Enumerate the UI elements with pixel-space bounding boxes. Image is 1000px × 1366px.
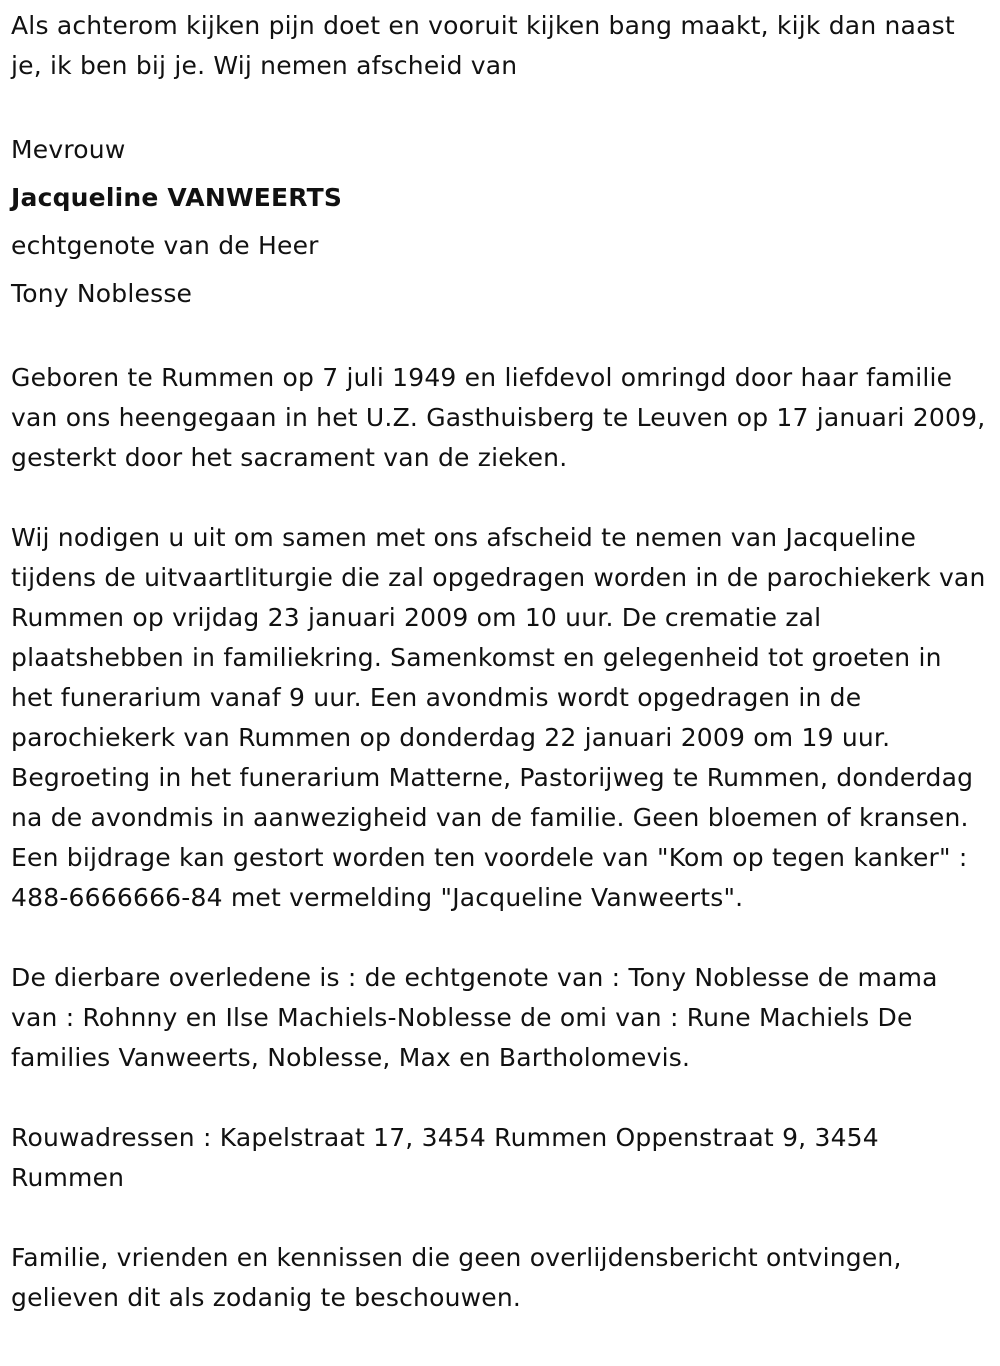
spacer	[11, 918, 990, 958]
ceremony-paragraph: Wij nodigen u uit om samen met ons afscheid te nemen van Jacqueline tijdens de uitvaartliturgie die zal opgedragen worden in de parochiekerk van Rummen op vrijdag 23 januari 2009 om 10 uur. De crematie zal plaatshebben in familiekring. Samenkomst en gelegenheid tot groeten in het funerarium vanaf 9 uur. Een avondmis wordt opgedragen in de parochiekerk van Rummen op donderdag 22 januari 2009 om 19 uur. Begroeting in het funerarium Matterne, Pastorijweg te Rummen, donderdag na de avondmis in aanwezigheid van de familie. Geen bloemen of kransen. Een bijdrage kan gestort worden ten voordele van "Kom op tegen kanker" : 488-6666666-84 met vermelding "Jacqueline Vanweerts".	[11, 523, 986, 912]
title-prefix: Mevrouw	[11, 135, 126, 164]
family-paragraph: De dierbare overledene is : de echtgenote van : Tony Noblesse de mama van : Rohnny en Ilse Machiels-Noblesse de omi van : Rune Machiels De families Vanweerts, Noblesse, Max en Bartholomevis.	[11, 963, 938, 1072]
relation-line: echtgenote van de Heer	[11, 231, 319, 260]
spacer	[11, 1078, 990, 1118]
closing-paragraph: Familie, vrienden en kennissen die geen overlijdensbericht ontvingen, gelieven dit als zodanig te beschouwen.	[11, 1243, 902, 1312]
spouse-name: Tony Noblesse	[11, 279, 193, 308]
intro-paragraph: Als achterom kijken pijn doet en vooruit kijken bang maakt, kijk dan naast je, ik ben bij je. Wij nemen afscheid van	[11, 11, 955, 80]
birth-death-paragraph: Geboren te Rummen op 7 juli 1949 en liefdevol omringd door haar familie van ons heengegaan in het U.Z. Gasthuisberg te Leuven op 17 januari 2009, gesterkt door het sacrament van de zieken.	[11, 363, 986, 472]
spacer	[11, 1198, 990, 1238]
spacer	[11, 478, 990, 518]
spacer	[11, 86, 990, 126]
spacer	[11, 318, 990, 358]
deceased-name: Jacqueline VANWEERTS	[11, 183, 343, 212]
addresses-paragraph: Rouwadressen : Kapelstraat 17, 3454 Rummen Oppenstraat 9, 3454 Rummen	[11, 1123, 879, 1192]
